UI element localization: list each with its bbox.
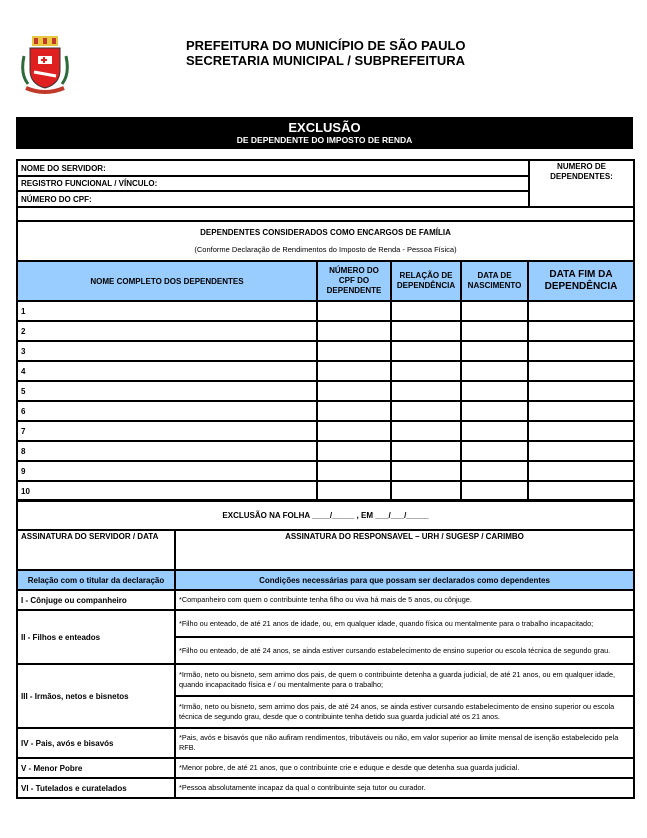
relacao-cell[interactable] bbox=[391, 481, 461, 501]
relacao-cell[interactable] bbox=[391, 441, 461, 461]
datafim-cell[interactable] bbox=[528, 401, 634, 421]
table-row bbox=[17, 381, 634, 401]
datafim-cell[interactable] bbox=[528, 481, 634, 501]
condicao-text: *Companheiro com quem o contribuinte tenha filho ou viva há mais de 5 anos, ou cônjuge. bbox=[175, 590, 634, 610]
exclusao-assinatura-table bbox=[16, 499, 635, 799]
row-number[interactable]: 3 bbox=[17, 341, 317, 361]
relacao-label: VI - Tutelados e curatelados bbox=[17, 778, 175, 798]
datafim-cell[interactable] bbox=[528, 381, 634, 401]
datafim-cell[interactable] bbox=[528, 361, 634, 381]
row-number[interactable]: 4 bbox=[17, 361, 317, 381]
condicao-text: *Pais, avós e bisavós que não aufiram rendimentos, tributáveis ou não, em valor superior ao limite mensal de isenção estabelecido pela RFB. bbox=[175, 728, 634, 758]
table-row bbox=[17, 441, 634, 461]
cpf-cell[interactable] bbox=[317, 421, 391, 441]
assinatura-responsavel-field[interactable]: ASSINATURA DO RESPONSAVEL – URH / SUGESP / CARIMBO bbox=[175, 530, 634, 570]
datafim-cell[interactable] bbox=[528, 341, 634, 361]
nascimento-cell[interactable] bbox=[461, 441, 528, 461]
relacao-cell[interactable] bbox=[391, 341, 461, 361]
table-row bbox=[17, 401, 634, 421]
assinatura-servidor-field[interactable]: ASSINATURA DO SERVIDOR / DATA bbox=[17, 530, 175, 570]
condicao-text: *Irmão, neto ou bisneto, sem arrimo dos pais, de até 24 anos, se ainda estiver cursando estabelecimento de ensino superior ou escola técnica de segundo grau, desde que o contribuinte tenha detido sua guarda judicial até os 21 anos. bbox=[175, 696, 634, 728]
secretaria-title: SECRETARIA MUNICIPAL / SUBPREFEITURA bbox=[186, 53, 466, 68]
nascimento-cell[interactable] bbox=[461, 361, 528, 381]
prefeitura-title: PREFEITURA DO MUNICÍPIO DE SÃO PAULO bbox=[186, 38, 466, 53]
registro-funcional-field[interactable]: REGISTRO FUNCIONAL / VÍNCULO: bbox=[17, 176, 529, 191]
cpf-cell[interactable] bbox=[317, 321, 391, 341]
cpf-cell[interactable] bbox=[317, 401, 391, 421]
coat-of-arms-logo bbox=[20, 34, 70, 98]
col-relacao-header: RELAÇÃO DE DEPENDÊNCIA bbox=[391, 261, 461, 301]
row-number[interactable]: 6 bbox=[17, 401, 317, 421]
datafim-cell[interactable] bbox=[528, 461, 634, 481]
relacao-cell[interactable] bbox=[391, 301, 461, 321]
relacao-label: III - Irmãos, netos e bisnetos bbox=[17, 664, 175, 728]
relacao-label: IV - Pais, avós e bisavós bbox=[17, 728, 175, 758]
relacao-label: I - Cônjuge ou companheiro bbox=[17, 590, 175, 610]
table-row bbox=[17, 461, 634, 481]
nascimento-cell[interactable] bbox=[461, 421, 528, 441]
dependentes-title: DEPENDENTES CONSIDERADOS COMO ENCARGOS DE FAMÍLIA bbox=[200, 228, 451, 237]
relacao-label: II - Filhos e enteados bbox=[17, 610, 175, 664]
condicao-text: *Filho ou enteado, de até 21 anos de idade, ou, em qualquer idade, quando física ou mentalmente para o trabalho incapacitado; bbox=[175, 610, 634, 637]
relacao-cell[interactable] bbox=[391, 321, 461, 341]
blank-row bbox=[17, 207, 634, 221]
cpf-field[interactable]: NÚMERO DO CPF: bbox=[17, 191, 529, 207]
table-row bbox=[17, 321, 634, 341]
banner-subtitle: DE DEPENDENTE DO IMPOSTO DE RENDA bbox=[236, 135, 413, 145]
table-row bbox=[17, 361, 634, 381]
condicoes-header: Condições necessárias para que possam ser declarados como dependentes bbox=[175, 570, 634, 590]
servidor-info-table bbox=[16, 159, 635, 262]
nascimento-cell[interactable] bbox=[461, 461, 528, 481]
nascimento-cell[interactable] bbox=[461, 401, 528, 421]
relacao-cell[interactable] bbox=[391, 361, 461, 381]
banner-title: EXCLUSÃO bbox=[288, 120, 361, 135]
col-nome-header: NOME COMPLETO DOS DEPENDENTES bbox=[17, 261, 317, 301]
cpf-cell[interactable] bbox=[317, 461, 391, 481]
row-number[interactable]: 9 bbox=[17, 461, 317, 481]
cpf-cell[interactable] bbox=[317, 341, 391, 361]
page-header bbox=[186, 38, 466, 68]
relacao-cell[interactable] bbox=[391, 381, 461, 401]
cpf-cell[interactable] bbox=[317, 301, 391, 321]
condicao-text: *Filho ou enteado, de até 24 anos, se ainda estiver cursando estabelecimento de ensino superior ou escola técnica de segundo grau. bbox=[175, 637, 634, 664]
row-number[interactable]: 1 bbox=[17, 301, 317, 321]
nascimento-cell[interactable] bbox=[461, 381, 528, 401]
datafim-cell[interactable] bbox=[528, 441, 634, 461]
dependentes-header-row bbox=[17, 261, 634, 301]
dependentes-section-header bbox=[17, 221, 634, 261]
nascimento-cell[interactable] bbox=[461, 481, 528, 501]
row-number[interactable]: 2 bbox=[17, 321, 317, 341]
datafim-cell[interactable] bbox=[528, 301, 634, 321]
row-number[interactable]: 10 bbox=[17, 481, 317, 501]
col-datafim-header: DATA FIM DA DEPENDÊNCIA bbox=[528, 261, 634, 301]
relacao-label: V - Menor Pobre bbox=[17, 758, 175, 778]
relacao-cell[interactable] bbox=[391, 461, 461, 481]
exclusao-na-folha-field[interactable]: EXCLUSÃO NA FOLHA ____/_____ , EM ___/___/_____ bbox=[17, 500, 634, 530]
row-number[interactable]: 7 bbox=[17, 421, 317, 441]
condicao-text: *Menor pobre, de até 21 anos, que o contribuinte crie e eduque e desde que detenha sua guarda judicial. bbox=[175, 758, 634, 778]
title-banner bbox=[16, 117, 633, 149]
col-cpf-header: NÚMERO DO CPF DO DEPENDENTE bbox=[317, 261, 391, 301]
nascimento-cell[interactable] bbox=[461, 301, 528, 321]
cpf-cell[interactable] bbox=[317, 381, 391, 401]
row-number[interactable]: 8 bbox=[17, 441, 317, 461]
table-row bbox=[17, 481, 634, 501]
nome-servidor-field[interactable]: NOME DO SERVIDOR: bbox=[17, 160, 529, 176]
table-row bbox=[17, 421, 634, 441]
cpf-cell[interactable] bbox=[317, 361, 391, 381]
nascimento-cell[interactable] bbox=[461, 321, 528, 341]
condicao-text: *Pessoa absolutamente incapaz da qual o contribuinte seja tutor ou curador. bbox=[175, 778, 634, 798]
condicao-text: *Irmão, neto ou bisneto, sem arrimo dos pais, de quem o contribuinte detenha a guarda judicial, de até 21 anos, ou em qualquer idade, quando incapacitado física e / ou mentalmente para o trabalho; bbox=[175, 664, 634, 696]
nascimento-cell[interactable] bbox=[461, 341, 528, 361]
dependentes-table bbox=[16, 260, 635, 502]
datafim-cell[interactable] bbox=[528, 421, 634, 441]
cpf-cell[interactable] bbox=[317, 481, 391, 501]
row-number[interactable]: 5 bbox=[17, 381, 317, 401]
table-row bbox=[17, 341, 634, 361]
relacao-header: Relação com o titular da declaração bbox=[17, 570, 175, 590]
relacao-cell[interactable] bbox=[391, 421, 461, 441]
dependentes-subtitle: (Conforme Declaração de Rendimentos do Imposto de Renda - Pessoa Física) bbox=[194, 245, 457, 254]
relacao-cell[interactable] bbox=[391, 401, 461, 421]
cpf-cell[interactable] bbox=[317, 441, 391, 461]
table-row bbox=[17, 301, 634, 321]
datafim-cell[interactable] bbox=[528, 321, 634, 341]
num-dependentes-field[interactable]: NUMERO DE DEPENDENTES: bbox=[529, 160, 634, 207]
col-nascimento-header: DATA DE NASCIMENTO bbox=[461, 261, 528, 301]
